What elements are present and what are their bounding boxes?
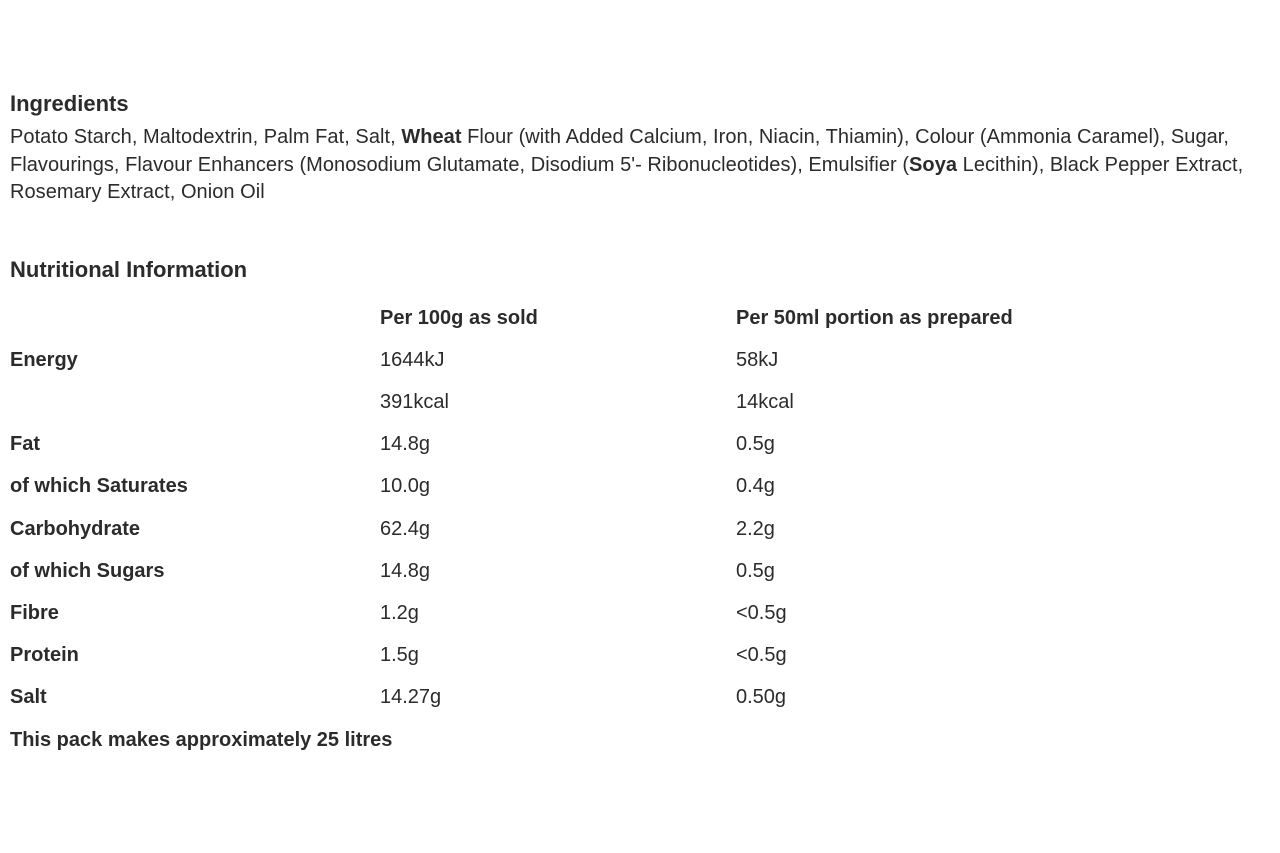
value-per-50ml: 2.2g [736,517,775,540]
nutrient-label: of which Sugars [10,559,165,582]
nutrition-table [10,297,1136,719]
value-per-100g: 1.2g [380,601,419,624]
ingredients-text [10,124,1266,207]
value-per-100g: 14.27g [380,686,442,709]
table-row [10,466,1136,508]
ingredients-section [10,88,1266,207]
nutrient-label: Protein [10,644,79,667]
value-per-100g: 62.4g [380,517,431,540]
table-row [10,424,1136,466]
nutrient-label: of which Saturates [10,475,188,498]
nutrient-label: Salt [10,686,47,709]
table-row [10,635,1136,677]
nutrient-label: Fibre [10,601,59,624]
ingredients-heading: Ingredients [10,91,129,116]
value-per-50ml: 0.5g [736,559,775,582]
nutrition-table-body [10,339,1136,719]
column-header-per-50ml: Per 50ml portion as prepared [736,306,1013,329]
value-per-50ml: <0.5g [736,601,787,624]
table-row [10,592,1136,634]
value-per-50ml: 58kJ [736,348,779,371]
value-per-100g: 14.8g [380,433,431,456]
nutrition-section [10,254,1266,761]
value-per-100g: 391kcal [380,390,449,413]
value-per-50ml: <0.5g [736,644,787,667]
column-header-nutrient [10,297,380,339]
value-per-100g: 1644kJ [380,348,445,371]
nutrient-label: Carbohydrate [10,517,141,540]
nutrient-label [10,381,380,423]
value-per-100g: 1.5g [380,644,419,667]
table-row [10,381,1136,423]
nutrition-heading: Nutritional Information [10,257,248,282]
value-per-50ml: 0.4g [736,475,775,498]
table-row [10,508,1136,550]
allergen-wheat: Wheat [401,126,462,148]
nutrition-header-row [10,297,1136,339]
table-row [10,339,1136,381]
column-header-per-100g: Per 100g as sold [380,306,538,329]
value-per-50ml: 0.50g [736,686,787,709]
nutrient-label: Fat [10,433,40,456]
value-per-50ml: 0.5g [736,433,775,456]
value-per-50ml: 14kcal [736,390,794,413]
ingredients-text-part: Lecithin), Black Pepper Extract, Rosemary Extract, Onion Oil [10,153,1244,203]
value-per-100g: 14.8g [380,559,431,582]
nutrient-label: Energy [10,348,78,371]
table-row [10,677,1136,719]
ingredients-text-part: Potato Starch, Maltodextrin, Palm Fat, Salt, [10,126,402,148]
allergen-soya: Soya [909,153,958,176]
value-per-100g: 10.0g [380,475,431,498]
table-row [10,550,1136,592]
pack-yield-note: This pack makes approximately 25 litres [10,728,393,751]
ingredients-text-part: Flour (with Added Calcium, Iron, Niacin, Thiamin), Colour (Ammonia Caramel), Sugar, Flavourings, Flavour Enhancers (Monosodium Glutamate, Disodium 5'- Ribonucleotides), Emulsifier ( [10,126,1230,176]
